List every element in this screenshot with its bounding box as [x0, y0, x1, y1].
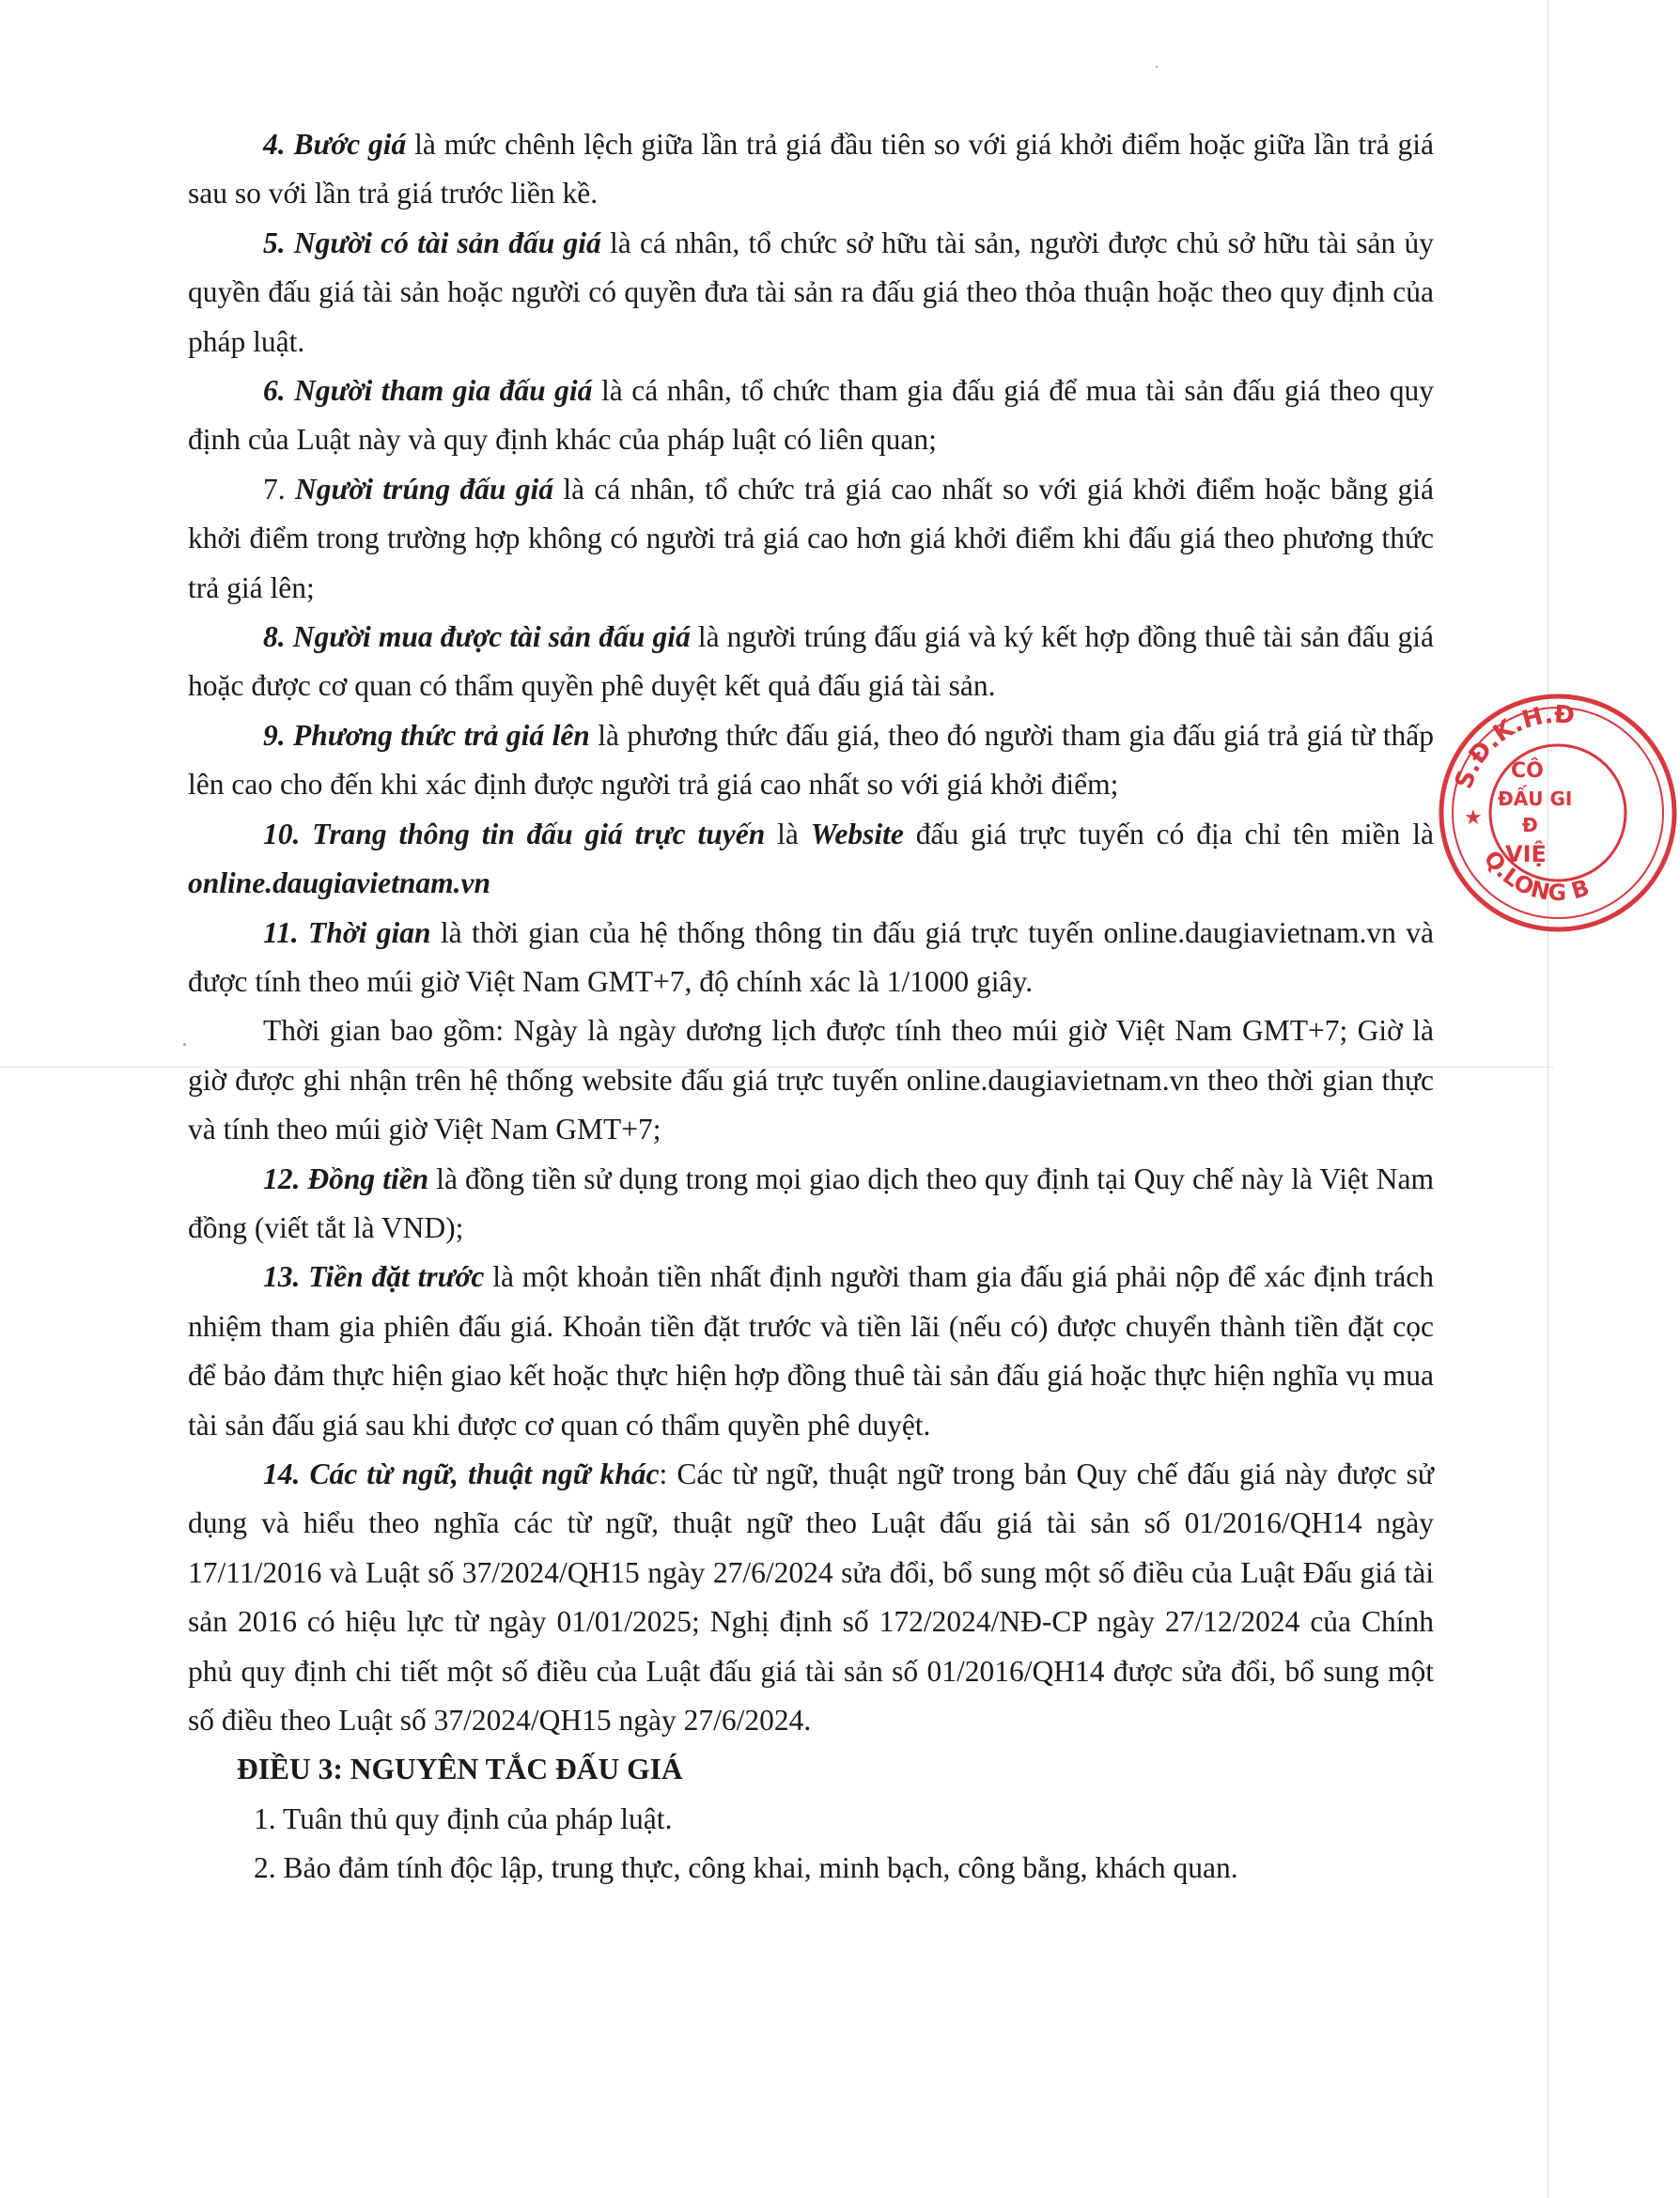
defined-term: Tiền đặt trước — [308, 1260, 485, 1294]
definition-8 — [188, 613, 1434, 711]
defined-term: Bước giá — [293, 128, 407, 161]
defined-term: Các từ ngữ, thuật ngữ khác — [309, 1457, 660, 1490]
definition-4 — [188, 120, 1434, 219]
item-number: 5. — [263, 226, 286, 259]
scan-speck — [1156, 66, 1158, 68]
definition-11-detail: Thời gian bao gồm: Ngày là ngày dương lịch được tính theo múi giờ Việt Nam GMT+7; Giờ là giờ được ghi nhận trên hệ thống website đấu giá trực tuyến online.daugiavietnam.vn theo thời gian thực và tính theo múi giờ Việt Nam GMT+7; — [188, 1014, 1434, 1146]
item-number: 9. — [263, 718, 286, 752]
definition-9 — [188, 711, 1434, 810]
website-word: Website — [810, 817, 904, 850]
defined-term: Trang thông tin đấu giá trực tuyến — [312, 817, 766, 850]
defined-term: Người trúng đấu giá — [294, 472, 554, 506]
item-number: 10. — [263, 817, 301, 850]
definition-text: là cá nhân, tổ chức sở hữu tài sản, người được chủ sở hữu tài sản ủy quyền đấu giá tài sản hoặc người có quyền đưa tài sản ra đấu giá theo thỏa thuận hoặc theo quy định của pháp luật. — [188, 226, 1434, 358]
defined-term: Người tham gia đấu giá — [294, 374, 593, 408]
item-number: 13. — [263, 1260, 301, 1294]
definition-text: là — [765, 817, 811, 850]
definition-13 — [188, 1253, 1434, 1450]
item-number: 11. — [263, 915, 299, 949]
red-seal-stamp — [1436, 691, 1680, 935]
item-number: 12. — [263, 1161, 301, 1195]
seal-line: VIỆ — [1505, 841, 1547, 867]
definition-text: là một khoản tiền nhất định người tham gia đấu giá phải nộp để xác định trách nhiệm tham gia phiên đấu giá. Khoản tiền đặt trước và tiền lãi (nếu có) được chuyển thành tiền đặt cọc để bảo đảm thực hiện giao kết hoặc thực hiện hợp đồng thuê tài sản đấu giá hoặc thực hiện nghĩa vụ mua tài sản đấu giá sau khi được cơ quan có thẩm quyền phê duyệt. — [188, 1260, 1435, 1442]
item-number: 14. — [263, 1457, 301, 1490]
definition-text: đấu giá trực tuyến có địa chỉ tên miền là — [903, 817, 1435, 850]
definition-14 — [188, 1450, 1434, 1745]
document-body — [188, 120, 1434, 1894]
defined-term: Thời gian — [308, 915, 431, 949]
definition-text: là phương thức đấu giá, theo đó người tham gia đấu giá trả giá từ thấp lên cao cho đến khi xác định được người trả giá cao nhất so với giá khởi điểm; — [188, 718, 1434, 802]
scan-speck — [183, 1043, 186, 1046]
definition-text: là cá nhân, tổ chức trả giá cao nhất so với giá khởi điểm hoặc bằng giá khởi điểm trong trường hợp không có người trả giá cao hơn giá khởi điểm khi đấu giá theo phương thức trả giá lên; — [188, 472, 1434, 604]
principle-item: 1. Tuân thủ quy định của pháp luật. — [254, 1801, 673, 1835]
item-number: 8. — [263, 620, 286, 654]
definition-text: là mức chênh lệch giữa lần trả giá đầu tiên so với giá khởi điểm hoặc giữa lần trả giá sau so với lần trả giá trước liền kề. — [188, 128, 1434, 210]
definition-6 — [188, 366, 1434, 465]
seal-line: ĐẤU GI — [1498, 787, 1573, 810]
seal-ring-text: S.Đ.K.H.Đ — [1449, 700, 1576, 793]
item-number: 4. — [263, 128, 286, 161]
defined-term: Phương thức trả giá lên — [293, 718, 590, 752]
definition-10 — [188, 810, 1434, 909]
item-number: 6. — [263, 374, 286, 408]
seal-line: Đ — [1522, 814, 1538, 836]
domain-name: online.daugiavietnam.vn — [188, 866, 491, 900]
principle-item: 2. Bảo đảm tính độc lập, trung thực, công khai, minh bạch, công bằng, khách quan. — [254, 1851, 1238, 1885]
definition-11 — [188, 909, 1434, 1007]
definition-12 — [188, 1155, 1434, 1254]
definition-5 — [188, 219, 1434, 366]
item-number: 7. — [263, 472, 286, 506]
definition-text: : Các từ ngữ, thuật ngữ trong bản Quy chế đấu giá này được sử dụng và hiểu theo nghĩa các từ ngữ, thuật ngữ theo Luật đấu giá tài sản số 01/2016/QH14 ngày 17/11/2016 và Luật số 37/2024/QH15 ngày 27/6/2024 sửa đổi, bổ sung một số điều của Luật Đấu giá tài sản 2016 có hiệu lực từ ngày 01/01/2025; Nghị định số 172/2024/NĐ-CP ngày 27/12/2024 của Chính phủ quy định chi tiết một số điều của Luật đấu giá tài sản số 01/2016/QH14 được sửa đổi, bổ sung một số điều theo Luật số 37/2024/QH15 ngày 27/6/2024. — [188, 1457, 1435, 1737]
definition-text: là đồng tiền sử dụng trong mọi giao dịch theo quy định tại Quy chế này là Việt Nam đồng (viết tắt là VND); — [188, 1161, 1434, 1244]
definition-7 — [188, 465, 1434, 613]
seal-star-icon: ★ — [1464, 806, 1483, 830]
seal-bottom-text: Q.LONG B — [1478, 845, 1593, 907]
definition-text: là thời gian của hệ thống thông tin đấu giá trực tuyến online.daugiavietnam.vn và được tính theo múi giờ Việt Nam GMT+7, độ chính xác là 1/1000 giây. — [188, 915, 1435, 998]
seal-line: CÔ — [1511, 759, 1544, 783]
defined-term: Người có tài sản đấu giá — [293, 226, 601, 259]
definition-text: là người trúng đấu giá và ký kết hợp đồng thuê tài sản đấu giá hoặc được cơ quan có thẩm quyền phê duyệt kết quả đấu giá tài sản. — [188, 620, 1434, 703]
defined-term: Người mua được tài sản đấu giá — [292, 620, 691, 654]
article-3-heading: ĐIỀU 3: NGUYÊN TẮC ĐẤU GIÁ — [237, 1753, 683, 1786]
defined-term: Đồng tiền — [307, 1161, 429, 1195]
definition-text: là cá nhân, tổ chức tham gia đấu giá để mua tài sản đấu giá theo quy định của Luật này và quy định khác của pháp luật có liên quan; — [188, 374, 1434, 457]
